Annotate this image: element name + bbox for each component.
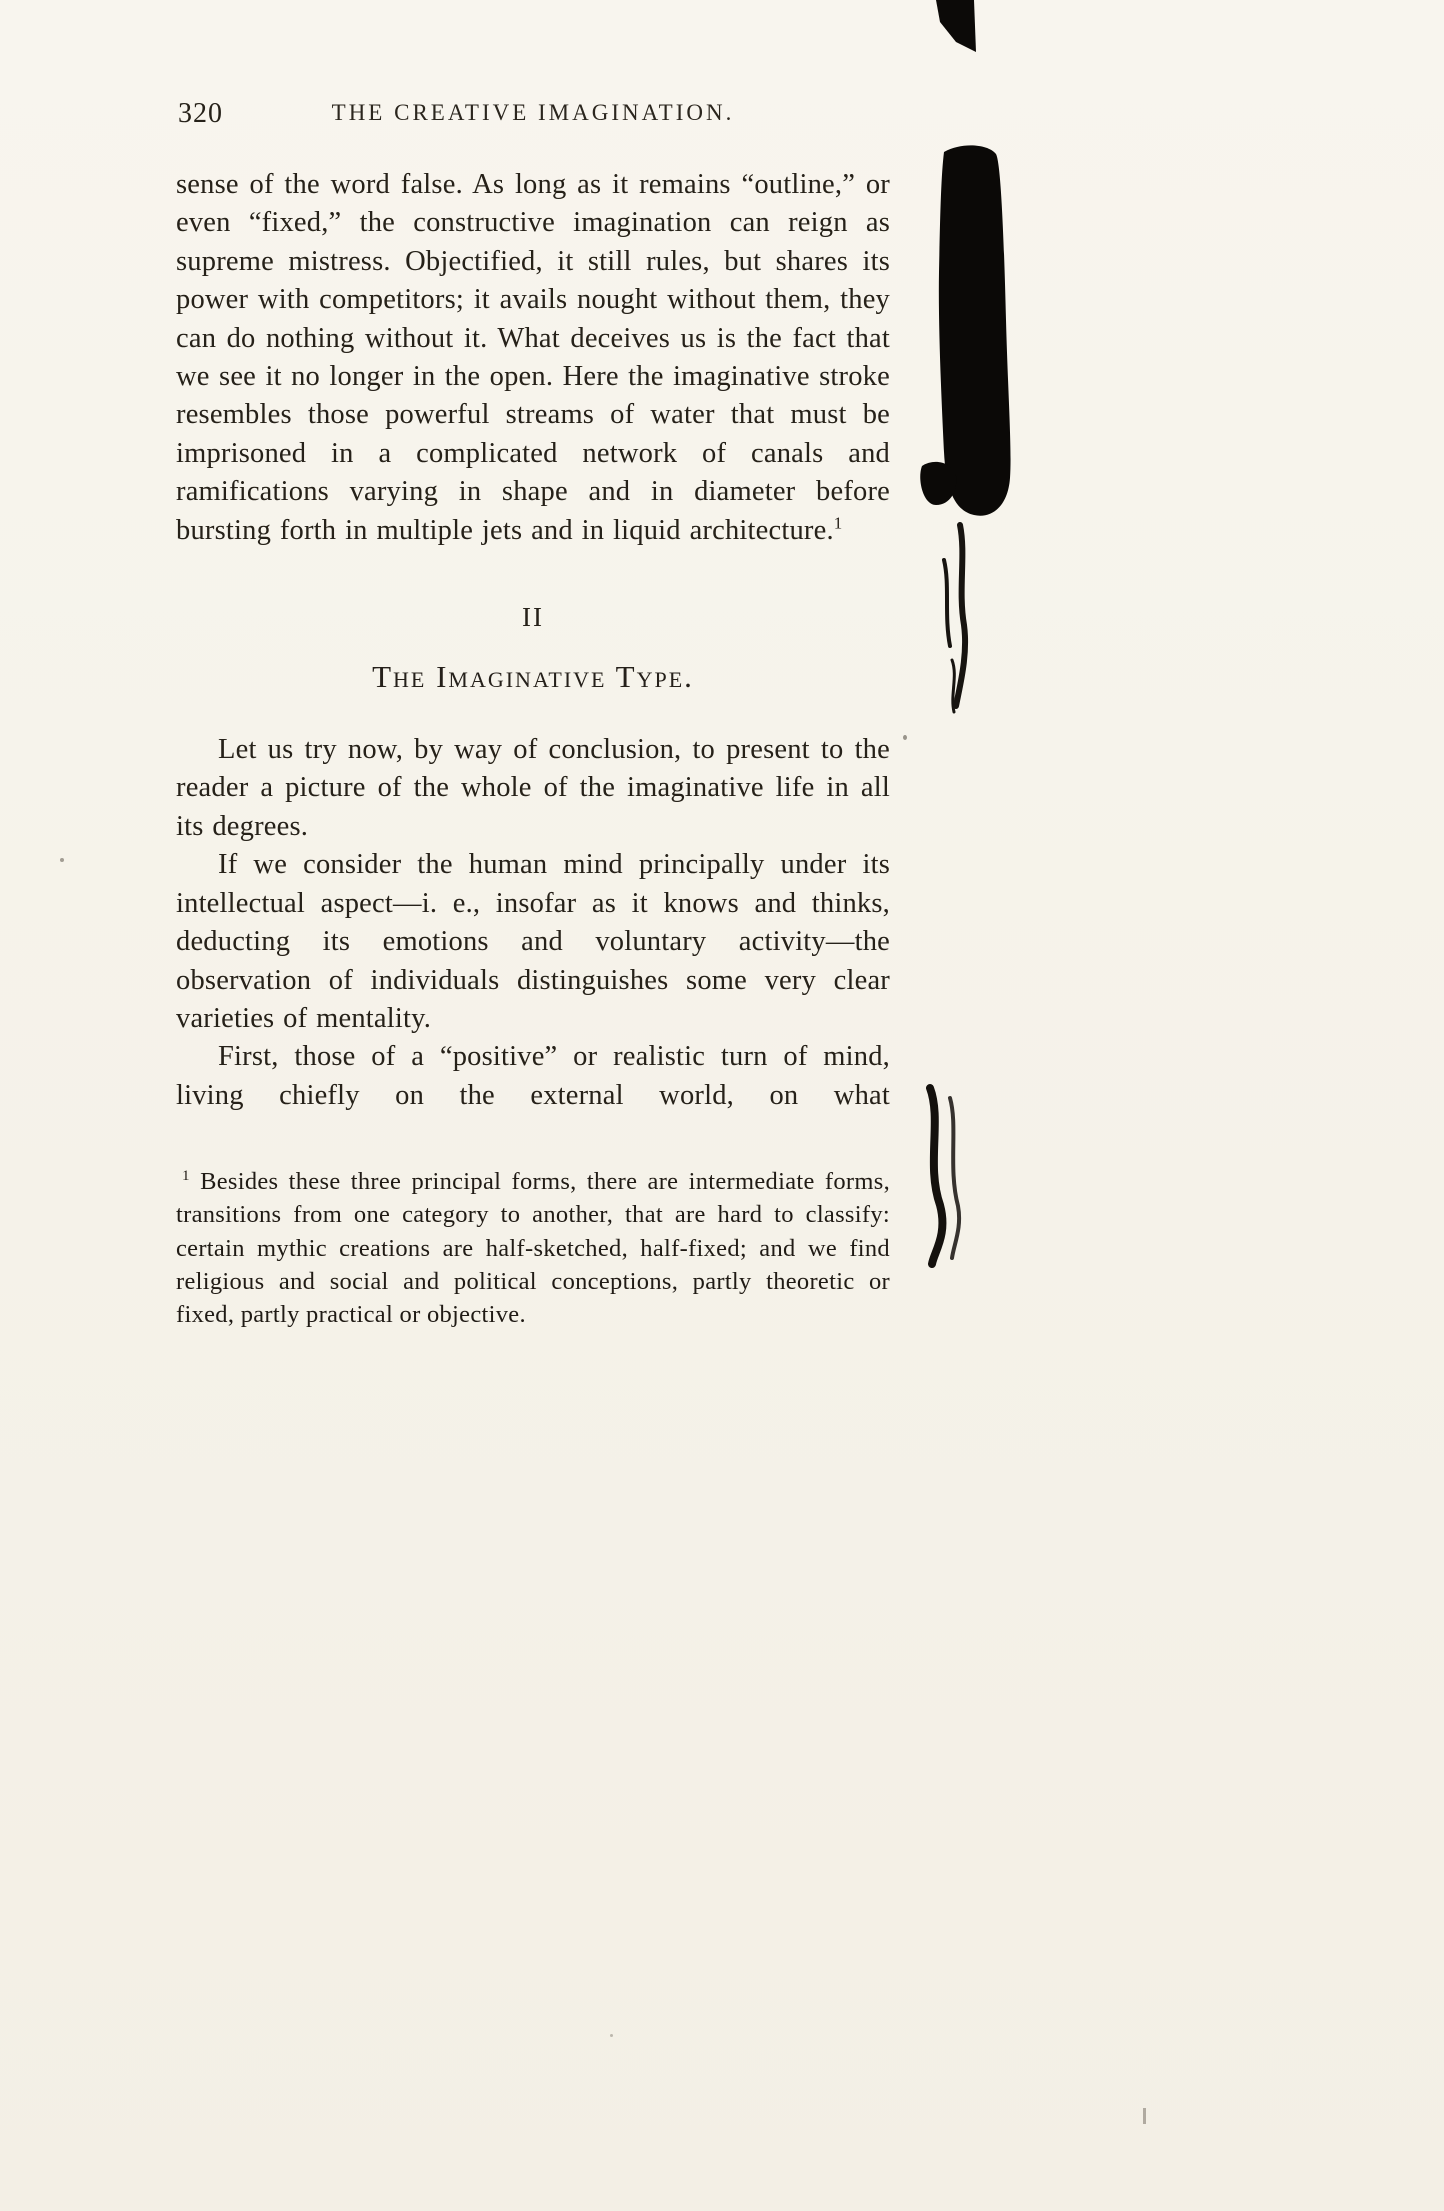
section-title: The Imaginative Type. xyxy=(372,659,694,695)
paragraph-1-text: sense of the word false. As long as it remains “outline,” or even “fixed,” the constructive imagination can reign as supreme mistress. Objectified, it still rules, but shares its power with competitors; it avails nought without them, they can do nothing without it. What deceives us is the fact that we see it no longer in the open. Here the imaginative stroke resembles those powerful streams of water that must be imprisoned in a complicated network of canals and ramifications varying in shape and in diameter before bursting forth in multiple jets and in liquid architecture. xyxy=(176,169,890,546)
paragraph-1 xyxy=(176,166,890,550)
footnote-marker: 1 xyxy=(182,1167,190,1184)
page-header xyxy=(176,96,890,134)
paper-speck xyxy=(60,858,64,862)
paper-mark xyxy=(1143,2108,1146,2124)
footnote-reference: 1 xyxy=(833,513,843,533)
ink-bump-icon xyxy=(920,462,956,505)
text-block xyxy=(176,96,890,1331)
page-number: 320 xyxy=(178,98,223,129)
footnote xyxy=(176,1165,890,1331)
scan-artifact-ink-blob xyxy=(900,0,1070,1330)
section-number: II xyxy=(522,602,544,633)
paragraph-4: First, those of a “positive” or realistic turn of mind, living chiefly on the external world, on what xyxy=(176,1041,890,1111)
running-title: THE CREATIVE IMAGINATION. xyxy=(331,100,735,125)
ink-band-icon xyxy=(939,145,1011,515)
paper-speck xyxy=(903,735,907,740)
paragraph-3: If we consider the human mind principally under its intellectual aspect—i. e., insofar as it knows and thinks, deducting its emotions and voluntary activity—the observation of individuals distinguishes some very clear varieties of mentality. xyxy=(176,849,890,1034)
paragraph-2: Let us try now, by way of conclusion, to present to the reader a picture of the whole of the imaginative life in all its degrees. xyxy=(176,734,890,842)
paper-speck xyxy=(610,2034,613,2037)
footnote-text: Besides these three principal forms, there are intermediate forms, transitions from one category to another, that are hard to classify: certain mythic creations are half-sketched, half-fixed; and we find religious and social and political conceptions, partly theoretic or fixed, partly practical or objective. xyxy=(176,1168,890,1328)
ink-wedge-icon xyxy=(936,0,976,52)
